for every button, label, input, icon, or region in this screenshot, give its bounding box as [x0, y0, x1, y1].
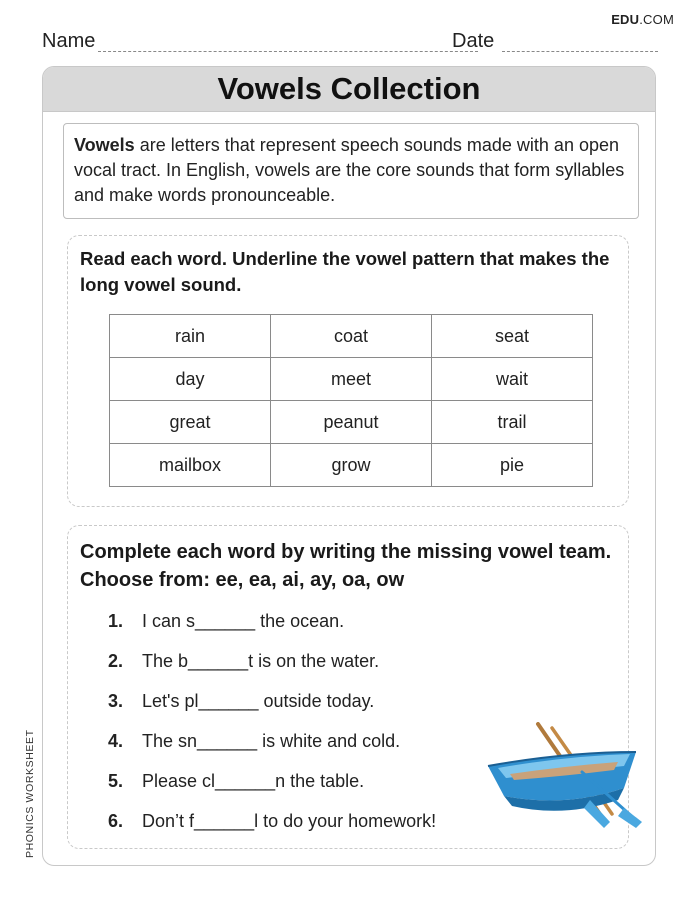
item-text: The b______t is on the water. [142, 651, 380, 671]
list-item[interactable] [108, 648, 568, 688]
table-row [110, 315, 593, 358]
table-row [110, 358, 593, 401]
section1-instruction: Read each word. Underline the vowel pattern that makes the long vowel sound. [80, 248, 610, 295]
brand-logo [611, 12, 674, 27]
word-cell[interactable]: pie [432, 444, 593, 487]
date-label: Date [452, 30, 495, 52]
intro-term: Vowels [74, 135, 135, 155]
side-label: PHONICS WORKSHEET [24, 729, 36, 858]
brand-name: EDU [611, 12, 640, 27]
underline-section [67, 235, 629, 507]
name-label: Name [42, 30, 96, 52]
item-number: 3. [108, 691, 124, 711]
item-text: Let's pl______ outside today. [142, 691, 375, 711]
item-text: Don’t f______l to do your homework! [142, 811, 437, 831]
worksheet-card [42, 66, 656, 866]
rowboat-illustration [486, 722, 646, 834]
word-cell[interactable]: mailbox [110, 444, 271, 487]
vowel-team-section [67, 525, 629, 849]
item-number: 2. [108, 651, 124, 671]
table-row [110, 401, 593, 444]
word-cell[interactable]: day [110, 358, 271, 401]
page-title: Vowels Collection [43, 67, 655, 112]
word-cell[interactable]: wait [432, 358, 593, 401]
item-text: Please cl______n the table. [142, 771, 365, 791]
item-number: 6. [108, 811, 124, 831]
item-number: 5. [108, 771, 124, 791]
word-cell[interactable]: coat [271, 315, 432, 358]
word-cell[interactable]: great [110, 401, 271, 444]
intro-text: are letters that represent speech sounds made with an open vocal tract. In English, vowels are the core sounds that form syllables and make words pronounceable. [74, 135, 625, 205]
brand-suffix: .COM [639, 12, 674, 27]
table-row [110, 444, 593, 487]
name-date-row [40, 30, 658, 54]
name-line[interactable] [98, 51, 478, 52]
word-table [109, 314, 593, 487]
item-text: I can s______ the ocean. [142, 611, 345, 631]
date-line[interactable] [502, 51, 658, 52]
list-item[interactable] [108, 608, 568, 648]
word-cell[interactable]: seat [432, 315, 593, 358]
section2-instruction: Complete each word by writing the missing vowel team. Choose from: ee, ea, ai, ay, oa, ow [80, 541, 612, 591]
word-cell[interactable]: trail [432, 401, 593, 444]
item-number: 4. [108, 731, 124, 751]
word-cell[interactable]: grow [271, 444, 432, 487]
intro-box [63, 123, 639, 219]
word-cell[interactable]: meet [271, 358, 432, 401]
word-cell[interactable]: peanut [271, 401, 432, 444]
item-text: The sn______ is white and cold. [142, 731, 401, 751]
word-cell[interactable]: rain [110, 315, 271, 358]
item-number: 1. [108, 611, 124, 631]
